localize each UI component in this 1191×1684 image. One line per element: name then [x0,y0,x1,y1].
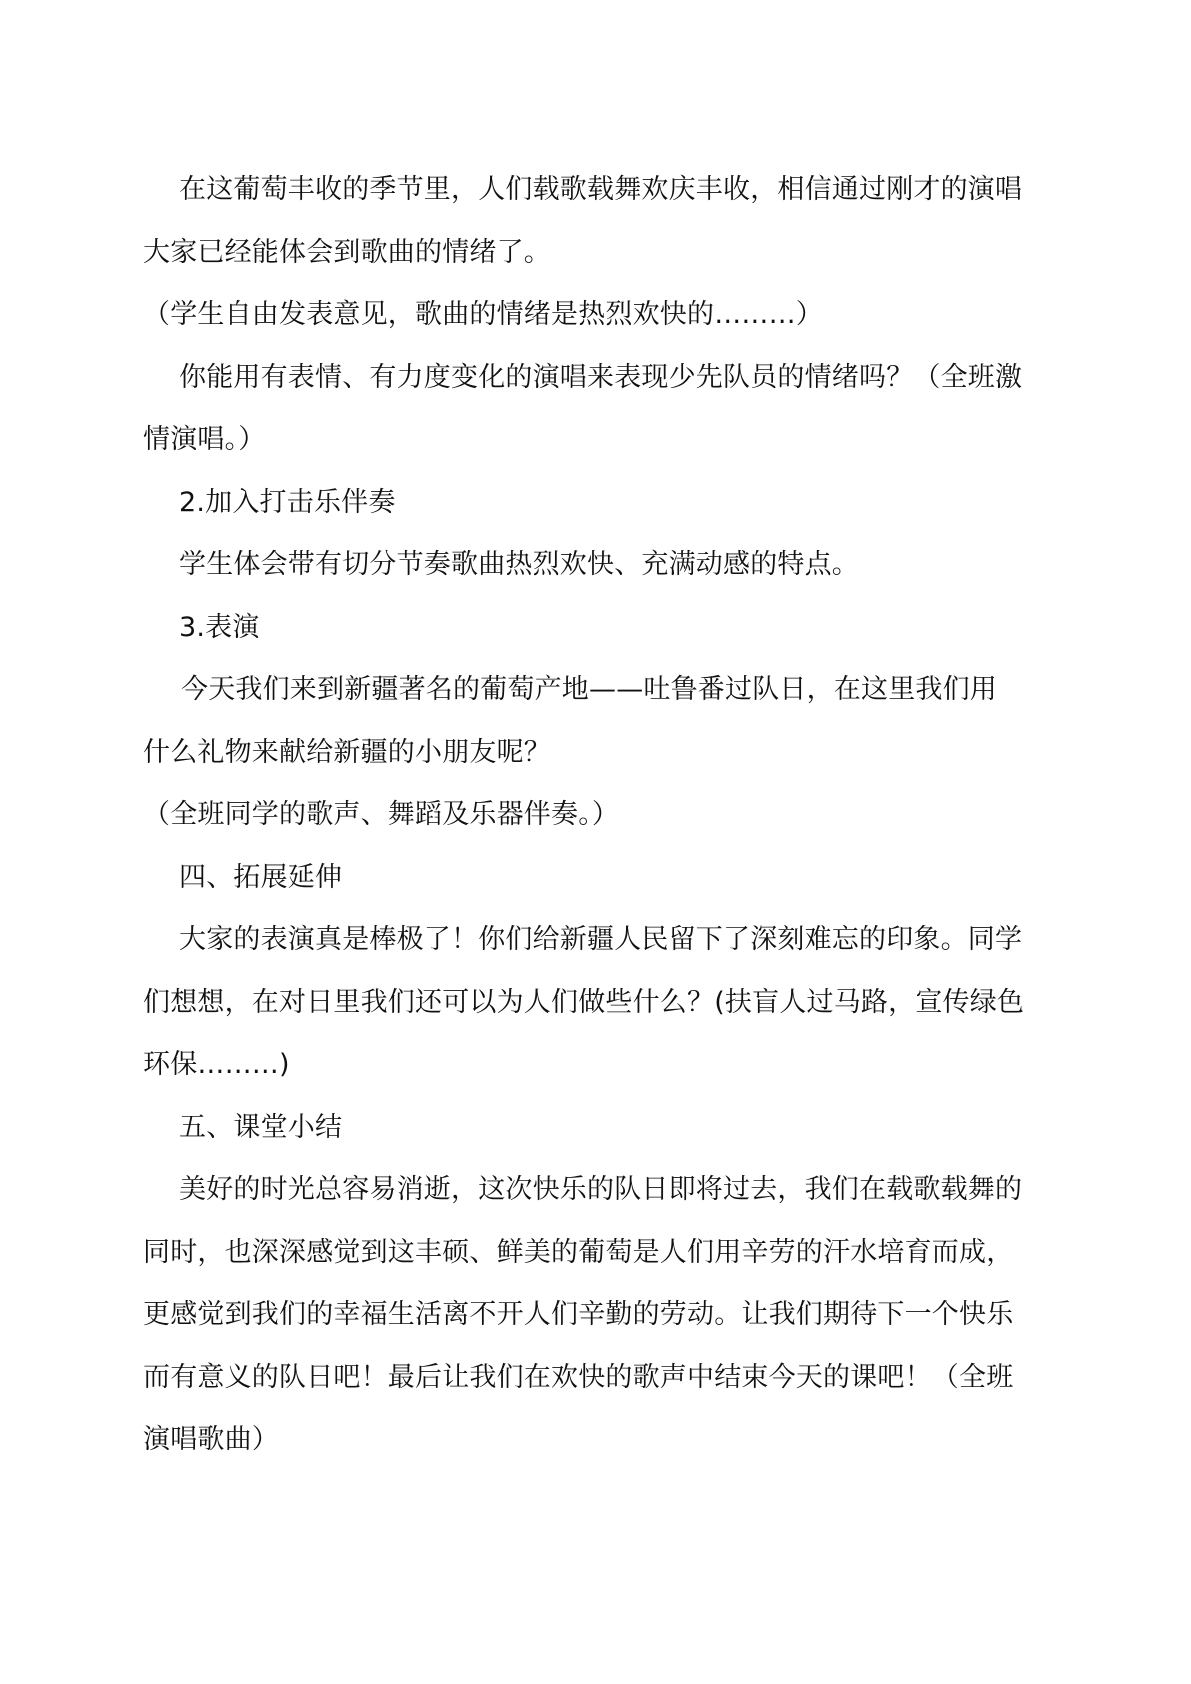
text-line: 学生体会带有切分节奏歌曲热烈欢快、充满动感的特点。 [179,549,859,580]
text-line: （学生自由发表意见，歌曲的情绪是热烈欢快的………） [143,299,823,330]
text-line: 情演唱。） [143,424,266,455]
document-body [143,159,1055,1472]
text-line: 在这葡萄丰收的季节里，人们载歌载舞欢庆丰收，相信通过刚才的演唱 [179,174,1023,205]
text-line: 你能用有表情、有力度变化的演唱来表现少先队员的情绪吗？（全班激 [179,361,1023,393]
text-line: 美好的时光总容易消逝，这次快乐的队日即将过去，我们在载歌载舞的 [179,1174,1023,1205]
text-line: 们想想，在对日里我们还可以为人们做些什么？(扶盲人过马路，宣传绿色 [143,986,1025,1018]
text-line: 今天我们来到新疆著名的葡萄产地——吐鲁番过队日，在这里我们用 [181,674,997,705]
text-line: 演唱歌曲） [143,1424,279,1455]
text-line: 什么礼物来献给新疆的小朋友呢？ [143,736,551,768]
section-heading: 3.表演 [179,611,260,643]
text-line: （全班同学的歌声、舞蹈及乐器伴奏。） [143,799,620,830]
text-line: 更感觉到我们的幸福生活离不开人们辛勤的劳动。让我们期待下一个快乐 [143,1299,1014,1330]
text-line: 大家已经能体会到歌曲的情绪了。 [143,236,551,268]
section-heading: 五、课堂小结 [179,1111,343,1143]
text-line: 同时，也深深感觉到这丰硕、鲜美的葡萄是人们用辛劳的汗水培育而成， [143,1236,1014,1268]
section-heading: 四、拓展延伸 [179,861,343,893]
section-heading: 2.加入打击乐伴奏 [179,486,396,518]
text-line: 大家的表演真是棒极了！你们给新疆人民留下了深刻难忘的印象。同学 [179,924,1023,955]
text-line: 而有意义的队日吧！最后让我们在欢快的歌声中结束今天的课吧！（全班 [143,1361,1014,1393]
text-line: 环保………) [143,1049,290,1080]
